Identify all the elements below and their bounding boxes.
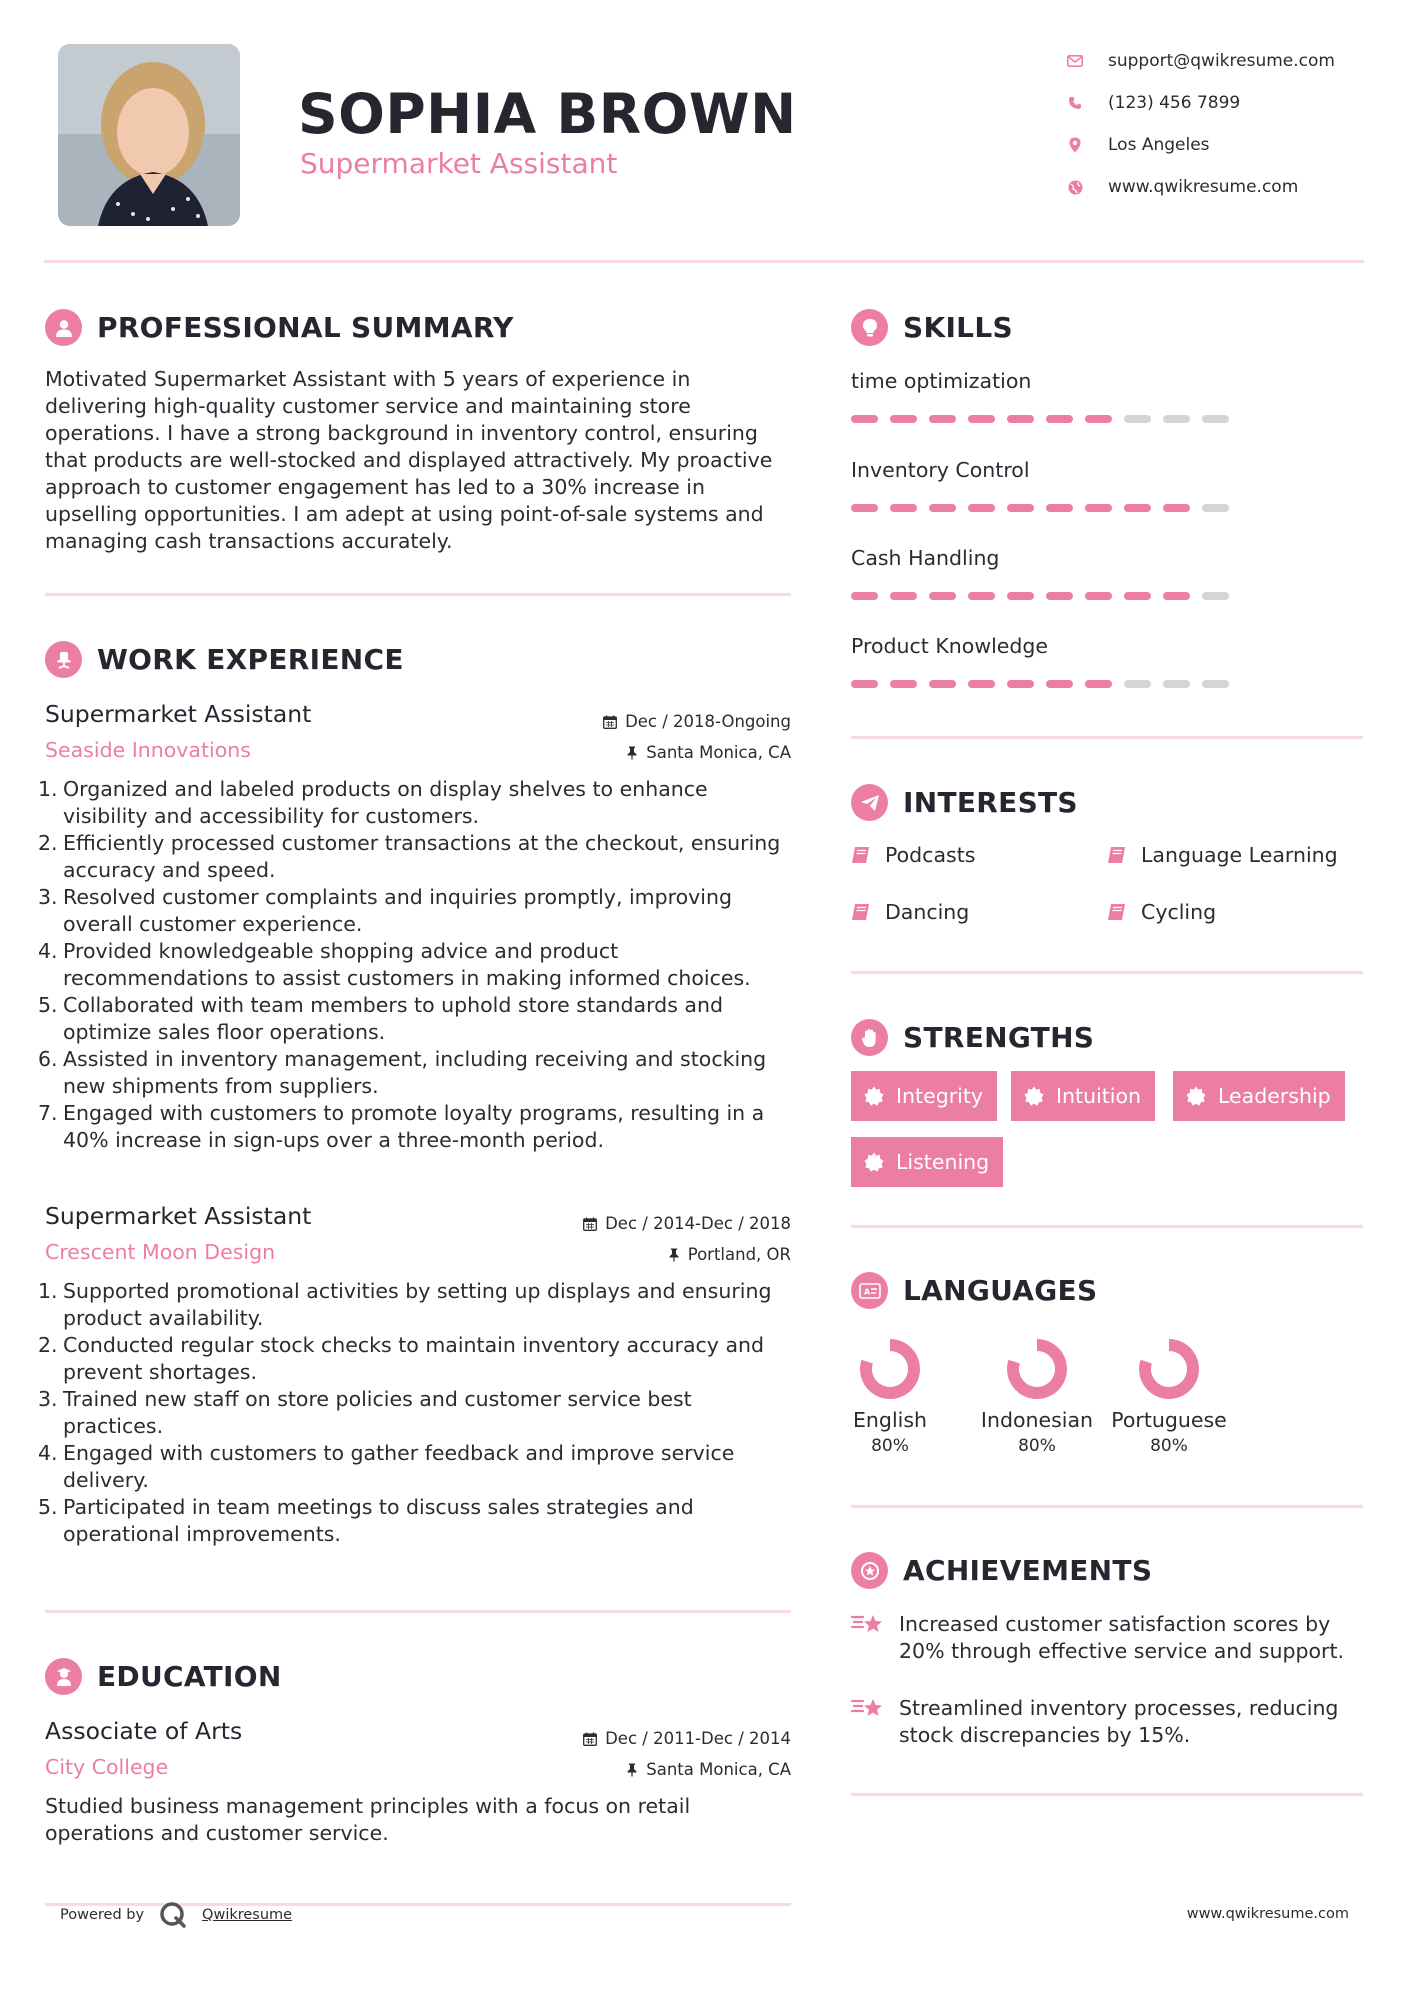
shooting-star-icon <box>851 1695 885 1721</box>
skill-name: Product Knowledge <box>851 634 1049 658</box>
skill-dash-filled <box>1085 504 1112 512</box>
rosette-icon <box>851 1552 888 1589</box>
education-location-text: Santa Monica, CA <box>646 1760 791 1779</box>
duty-item: Resolved customer complaints and inquiries promptly, improving overall customer experience. <box>63 885 733 936</box>
skill-item <box>851 546 1241 600</box>
duty-item: Assisted in inventory management, including receiving and stocking new shipments from suppliers. <box>63 1047 767 1098</box>
language-item <box>1104 1338 1234 1456</box>
work-heading <box>45 641 404 678</box>
pushpin-icon <box>626 1763 638 1777</box>
achievement-text: Streamlined inventory processes, reducing stock discrepancies by 15%. <box>899 1696 1339 1747</box>
skill-dash-filled <box>1007 592 1034 600</box>
calendar-icon <box>583 1732 597 1746</box>
summary-title: PROFESSIONAL SUMMARY <box>97 311 514 344</box>
skill-dash-filled <box>968 680 995 688</box>
duty-item: Organized and labeled products on display shelves to enhance visibility and accessibility for customers. <box>63 777 708 828</box>
map-pin-icon <box>1064 134 1086 156</box>
candidate-role: Supermarket Assistant <box>300 147 618 180</box>
job-meta <box>603 706 791 768</box>
pushpin-icon <box>668 1248 680 1262</box>
skill-dash-filled <box>890 504 917 512</box>
profile-photo <box>58 44 240 226</box>
skill-dash-empty <box>1202 415 1229 423</box>
skill-dash-filled <box>1085 592 1112 600</box>
svg-text:A: A <box>863 1287 870 1296</box>
language-name: Indonesian <box>980 1408 1094 1432</box>
interest-item <box>851 843 975 867</box>
email-text: support@qwikresume.com <box>1108 51 1335 71</box>
job-company: Crescent Moon Design <box>45 1240 276 1264</box>
skill-rating <box>851 415 1241 423</box>
skill-dash-filled <box>929 504 956 512</box>
strengths-title: STRENGTHS <box>903 1021 1095 1054</box>
summary-heading <box>45 309 514 346</box>
job-location-text: Santa Monica, CA <box>646 743 791 762</box>
book-icon <box>851 846 871 864</box>
graduate-icon <box>45 1658 82 1695</box>
education-title: EDUCATION <box>97 1660 282 1693</box>
interest-label: Podcasts <box>885 843 976 867</box>
job-entry <box>45 700 791 1154</box>
interest-label: Cycling <box>1141 900 1217 924</box>
skill-dash-filled <box>890 415 917 423</box>
skill-dash-filled <box>1046 680 1073 688</box>
language-gauge <box>1138 1338 1200 1400</box>
skill-dash-empty <box>1202 680 1229 688</box>
work-title: WORK EXPERIENCE <box>97 643 404 676</box>
skill-name: Inventory Control <box>851 458 1030 482</box>
strengths-divider <box>851 1225 1363 1228</box>
work-divider <box>45 1610 791 1613</box>
skill-dash-filled <box>929 592 956 600</box>
interests-title: INTERESTS <box>903 786 1078 819</box>
duty-item: Participated in team meetings to discuss sales strategies and operational improvements. <box>63 1495 694 1546</box>
skill-dash-filled <box>851 415 878 423</box>
skill-rating <box>851 592 1241 600</box>
skill-dash-filled <box>1046 592 1073 600</box>
job-date <box>603 706 791 737</box>
badge-star-icon <box>864 1086 884 1106</box>
skills-title: SKILLS <box>903 311 1013 344</box>
duty-item: Engaged with customers to gather feedback and improve service delivery. <box>63 1441 735 1492</box>
lightbulb-icon <box>851 309 888 346</box>
education-date <box>583 1723 791 1754</box>
contact-phone[interactable] <box>1064 82 1335 124</box>
job-date-text: Dec / 2014-Dec / 2018 <box>605 1214 791 1233</box>
duty-item: Efficiently processed customer transactions at the checkout, ensuring accuracy and speed. <box>63 831 781 882</box>
paper-plane-icon <box>851 784 888 821</box>
skill-dash-filled <box>968 504 995 512</box>
website-text: www.qwikresume.com <box>1108 177 1299 197</box>
skill-dash-empty <box>1124 415 1151 423</box>
phone-text: (123) 456 7899 <box>1108 93 1241 113</box>
contact-location <box>1064 124 1335 166</box>
job-duties <box>45 776 791 1154</box>
skill-dash-filled <box>1007 504 1034 512</box>
skill-dash-filled <box>1007 415 1034 423</box>
skill-dash-filled <box>890 680 917 688</box>
calendar-icon <box>583 1217 597 1231</box>
language-gauge <box>859 1338 921 1400</box>
job-duties <box>45 1278 791 1548</box>
skill-dash-filled <box>851 504 878 512</box>
qwikresume-link[interactable]: Qwikresume <box>202 1907 293 1923</box>
skill-dash-filled <box>890 592 917 600</box>
skill-dash-filled <box>1007 680 1034 688</box>
job-location <box>603 737 791 768</box>
strength-label: Leadership <box>1218 1084 1331 1108</box>
skill-item <box>851 634 1241 688</box>
duty-item: Conducted regular stock checks to maintain inventory accuracy and prevent shortages. <box>63 1333 765 1384</box>
language-name: English <box>852 1408 928 1432</box>
job-meta <box>583 1208 791 1270</box>
language-percent: 80% <box>1150 1436 1188 1456</box>
skill-item <box>851 369 1241 423</box>
skill-dash-filled <box>851 680 878 688</box>
duty-item: Provided knowledgeable shopping advice and product recommendations to assist customers in making informed choices. <box>63 939 751 990</box>
phone-icon <box>1064 92 1086 114</box>
skills-heading <box>851 309 1013 346</box>
job-date-text: Dec / 2018-Ongoing <box>625 712 791 731</box>
skill-dash-empty <box>1124 680 1151 688</box>
calendar-icon <box>603 715 617 729</box>
qwikresume-logo-icon <box>158 1900 188 1930</box>
skill-dash-filled <box>1163 592 1190 600</box>
header-divider <box>44 260 1364 263</box>
language-item <box>976 1338 1098 1456</box>
interests-heading <box>851 784 1078 821</box>
achievements-heading <box>851 1552 1152 1589</box>
candidate-name: SOPHIA BROWN <box>298 82 797 146</box>
skill-dash-empty <box>1163 680 1190 688</box>
language-item <box>851 1338 929 1456</box>
school-name: City College <box>45 1755 169 1779</box>
shooting-star-icon <box>851 1611 885 1637</box>
skill-item <box>851 458 1241 512</box>
skill-name: Cash Handling <box>851 546 1000 570</box>
language-name: Portuguese <box>1111 1408 1227 1432</box>
location-text: Los Angeles <box>1108 135 1210 155</box>
skill-dash-filled <box>929 680 956 688</box>
education-location <box>583 1754 791 1785</box>
strength-label: Integrity <box>896 1084 983 1108</box>
skill-dash-filled <box>1046 415 1073 423</box>
contact-list <box>1064 40 1335 208</box>
envelope-icon <box>1064 50 1086 72</box>
job-entry <box>45 1202 791 1548</box>
education-heading <box>45 1658 282 1695</box>
duty-item: Trained new staff on store policies and customer service best practices. <box>63 1387 692 1438</box>
job-title: Supermarket Assistant <box>45 700 312 728</box>
hand-icon <box>851 1019 888 1056</box>
summary-text: Motivated Supermarket Assistant with 5 years of experience in delivering high-quality customer service and maintaining store operations. I have a strong background in inventory control, ensuring that products are well-stocked and displayed attractively. My proactive approach to customer engagement has led to a 30% increase in upselling opportunities. I am adept at using point-of-sale systems and managing cash transactions accurately. <box>45 367 773 553</box>
interests-divider <box>851 971 1363 974</box>
skill-name: time optimization <box>851 369 1032 393</box>
degree-title: Associate of Arts <box>45 1717 243 1745</box>
skills-divider <box>851 736 1363 739</box>
interest-item <box>1107 900 1216 924</box>
language-percent: 80% <box>1018 1436 1056 1456</box>
strength-label: Listening <box>896 1150 990 1174</box>
badge-star-icon <box>864 1152 884 1172</box>
pushpin-icon <box>626 746 638 760</box>
skill-dash-empty <box>1163 415 1190 423</box>
skill-dash-filled <box>929 415 956 423</box>
language-percent: 80% <box>871 1436 909 1456</box>
language-gauge <box>1006 1338 1068 1400</box>
education-description: Studied business management principles with a focus on retail operations and customer service. <box>45 1794 691 1845</box>
badge-star-icon <box>1186 1086 1206 1106</box>
duty-item: Supported promotional activities by setting up displays and ensuring product availability. <box>63 1279 772 1330</box>
skill-dash-filled <box>1124 592 1151 600</box>
job-company: Seaside Innovations <box>45 738 251 762</box>
duty-item: Collaborated with team members to uphold store standards and optimize sales floor operations. <box>63 993 723 1044</box>
interest-label: Dancing <box>885 900 970 924</box>
achievement-text: Increased customer satisfaction scores by 20% through effective service and support. <box>899 1612 1345 1663</box>
job-location-text: Portland, OR <box>687 1245 791 1264</box>
achievement-item <box>851 1695 1356 1749</box>
strength-tag <box>1173 1071 1345 1121</box>
skill-dash-empty <box>1202 592 1229 600</box>
skill-rating <box>851 680 1241 688</box>
skill-dash-filled <box>851 592 878 600</box>
strength-tag <box>851 1071 997 1121</box>
skill-dash-filled <box>968 415 995 423</box>
achievements-title: ACHIEVEMENTS <box>903 1554 1153 1587</box>
contact-website[interactable] <box>1064 166 1335 208</box>
languages-heading <box>851 1272 1097 1309</box>
skill-dash-empty <box>1202 504 1229 512</box>
language-card-icon <box>851 1272 888 1309</box>
languages-divider <box>851 1505 1363 1508</box>
languages-title: LANGUAGES <box>903 1274 1098 1307</box>
achievements-divider <box>851 1793 1363 1796</box>
footer-website[interactable]: www.qwikresume.com <box>1186 1906 1349 1922</box>
interest-item <box>1107 843 1338 867</box>
book-icon <box>1107 846 1127 864</box>
skill-dash-filled <box>968 592 995 600</box>
duty-item: Engaged with customers to promote loyalty programs, resulting in a 40% increase in sign-ups over a three-month period. <box>63 1101 765 1152</box>
footer-powered-by <box>60 1900 292 1930</box>
achievement-item <box>851 1611 1356 1665</box>
education-meta <box>583 1723 791 1785</box>
skill-dash-filled <box>1085 680 1112 688</box>
skill-rating <box>851 504 1241 512</box>
powered-by-label: Powered by <box>60 1907 145 1923</box>
skill-dash-filled <box>1163 504 1190 512</box>
chair-icon <box>45 641 82 678</box>
job-title: Supermarket Assistant <box>45 1202 312 1230</box>
job-date <box>583 1208 791 1239</box>
book-icon <box>1107 903 1127 921</box>
globe-icon <box>1064 176 1086 198</box>
strength-tag <box>1011 1071 1155 1121</box>
book-icon <box>851 903 871 921</box>
user-icon <box>45 309 82 346</box>
interest-label: Language Learning <box>1141 843 1338 867</box>
strength-tag <box>851 1137 1003 1187</box>
interest-item <box>851 900 969 924</box>
badge-star-icon <box>1024 1086 1044 1106</box>
job-location <box>583 1239 791 1270</box>
contact-email[interactable] <box>1064 40 1335 82</box>
strength-label: Intuition <box>1056 1084 1142 1108</box>
education-entry <box>45 1717 791 1847</box>
summary-divider <box>45 593 791 596</box>
skill-dash-filled <box>1085 415 1112 423</box>
skill-dash-filled <box>1124 504 1151 512</box>
strengths-heading <box>851 1019 1094 1056</box>
education-date-text: Dec / 2011-Dec / 2014 <box>605 1729 791 1748</box>
skill-dash-filled <box>1046 504 1073 512</box>
